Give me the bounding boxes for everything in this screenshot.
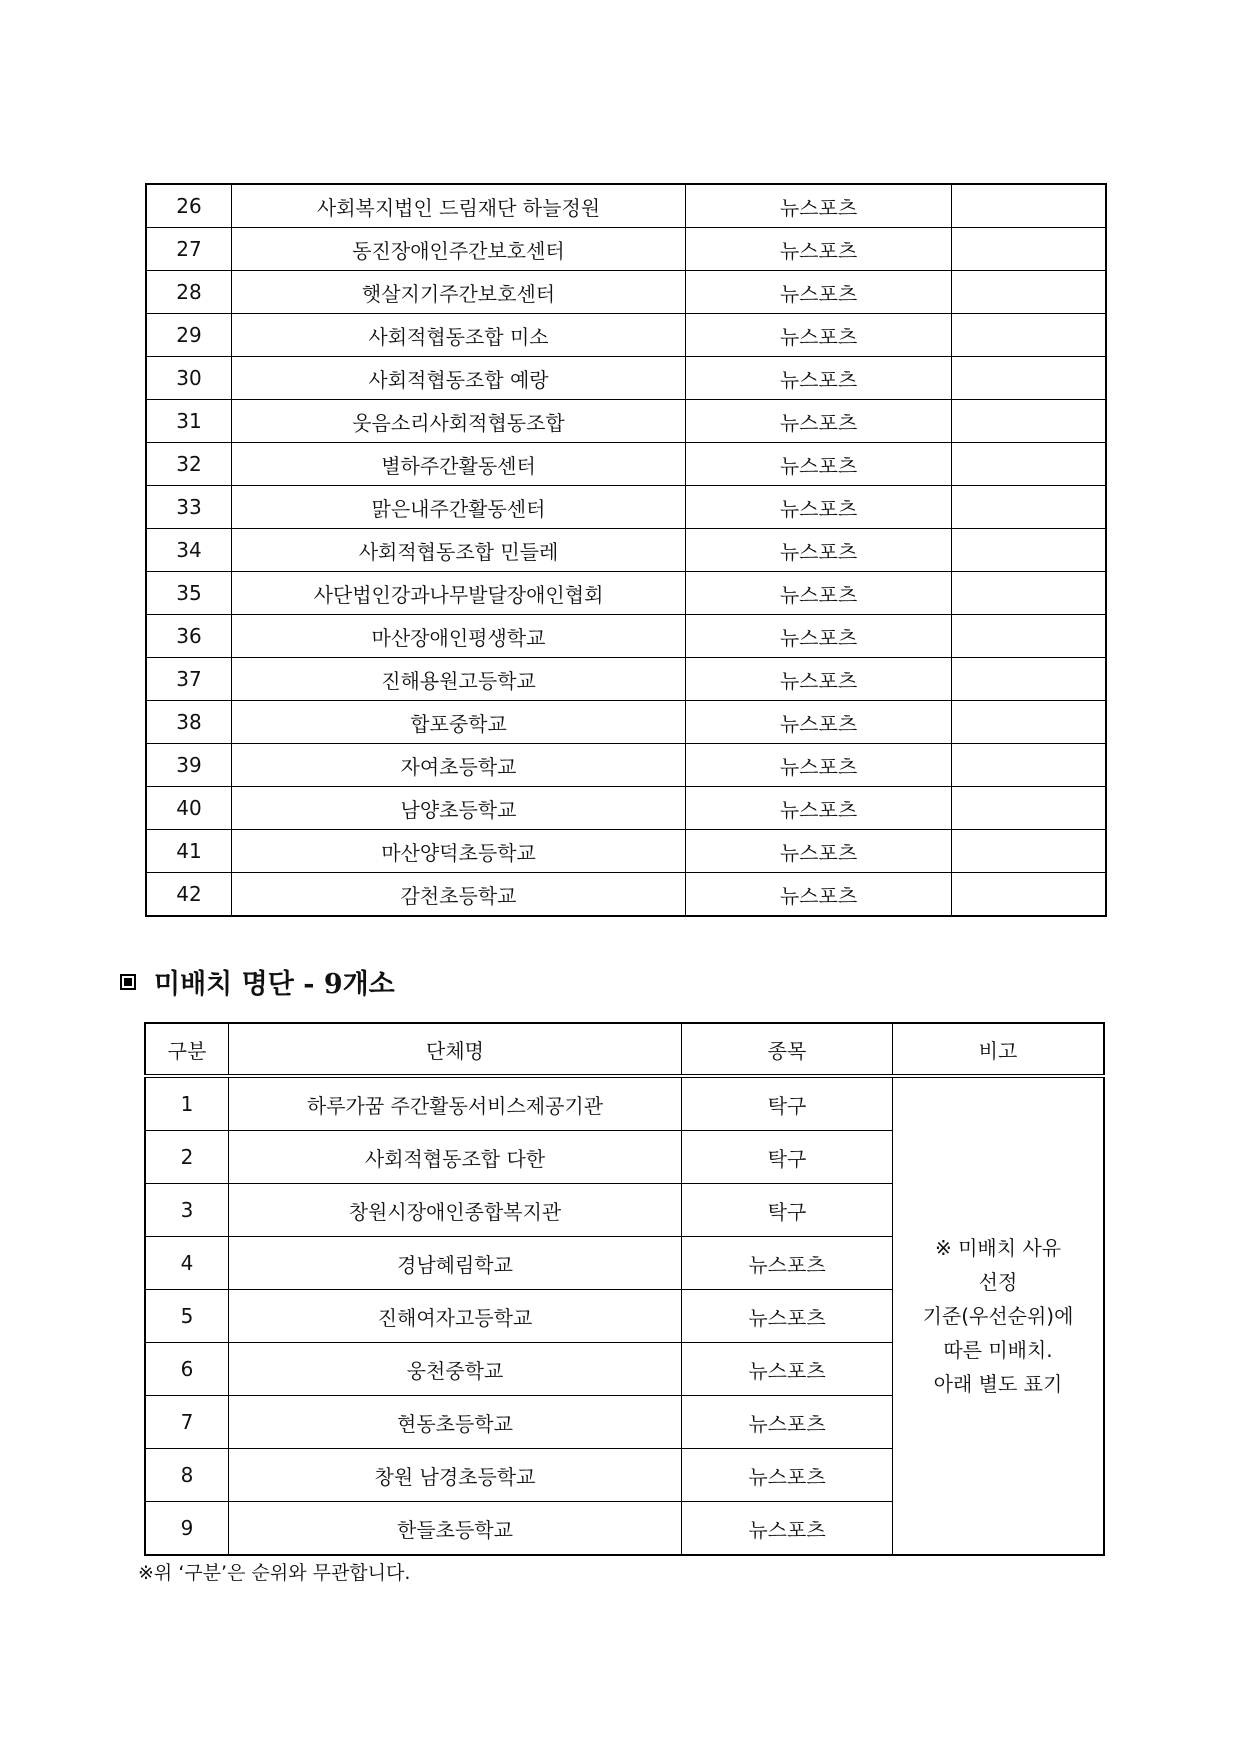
- cell-org-name: 하루가꿈 주간활동서비스제공기관: [229, 1076, 682, 1131]
- table-row: [146, 701, 1106, 744]
- cell-sport: 뉴스포츠: [686, 572, 952, 615]
- cell-org-name: 한들초등학교: [229, 1502, 682, 1556]
- cell-sport: 뉴스포츠: [686, 615, 952, 658]
- cell-no: 33: [146, 486, 232, 529]
- cell-sport: 뉴스포츠: [686, 873, 952, 917]
- cell-no: 39: [146, 744, 232, 787]
- cell-remarks: [952, 787, 1107, 830]
- cell-sport: 뉴스포츠: [682, 1237, 893, 1290]
- cell-org-name: 경남혜림학교: [229, 1237, 682, 1290]
- cell-org-name: 햇살지기주간보호센터: [232, 271, 686, 314]
- cell-remarks: [952, 443, 1107, 486]
- cell-sport: 뉴스포츠: [682, 1396, 893, 1449]
- cell-no: 28: [146, 271, 232, 314]
- cell-sport: 뉴스포츠: [682, 1502, 893, 1556]
- cell-no: 34: [146, 529, 232, 572]
- header-sport: 종목: [682, 1023, 893, 1076]
- cell-sport: 뉴스포츠: [686, 701, 952, 744]
- cell-no: 35: [146, 572, 232, 615]
- cell-no: 30: [146, 357, 232, 400]
- cell-org-name: 마산장애인평생학교: [232, 615, 686, 658]
- cell-no: 4: [145, 1237, 229, 1290]
- table-row: [146, 873, 1106, 917]
- cell-sport: 뉴스포츠: [686, 400, 952, 443]
- cell-org-name: 창원 남경초등학교: [229, 1449, 682, 1502]
- table-row: [146, 443, 1106, 486]
- cell-no: 9: [145, 1502, 229, 1556]
- cell-remarks: [952, 701, 1107, 744]
- table-row: [145, 1076, 1104, 1131]
- cell-sport: 뉴스포츠: [686, 658, 952, 701]
- cell-no: 31: [146, 400, 232, 443]
- cell-no: 3: [145, 1184, 229, 1237]
- cell-remarks: [952, 572, 1107, 615]
- cell-sport: 뉴스포츠: [686, 314, 952, 357]
- table-row: [146, 744, 1106, 787]
- placement-list-table-continued: [145, 183, 1107, 917]
- cell-remarks: [952, 400, 1107, 443]
- cell-org-name: 사회적협동조합 미소: [232, 314, 686, 357]
- cell-org-name: 진해용원고등학교: [232, 658, 686, 701]
- cell-no: 2: [145, 1131, 229, 1184]
- cell-no: 26: [146, 184, 232, 228]
- cell-no: 42: [146, 873, 232, 917]
- cell-org-name: 남양초등학교: [232, 787, 686, 830]
- cell-no: 27: [146, 228, 232, 271]
- cell-remarks: [952, 658, 1107, 701]
- cell-org-name: 감천초등학교: [232, 873, 686, 917]
- cell-sport: 뉴스포츠: [686, 486, 952, 529]
- table-row: [146, 184, 1106, 228]
- cell-org-name: 자여초등학교: [232, 744, 686, 787]
- cell-sport: 뉴스포츠: [682, 1449, 893, 1502]
- header-no: 구분: [145, 1023, 229, 1076]
- remarks-merged-cell: [893, 1076, 1105, 1555]
- cell-org-name: 별하주간활동센터: [232, 443, 686, 486]
- cell-no: 7: [145, 1396, 229, 1449]
- cell-org-name: 합포중학교: [232, 701, 686, 744]
- cell-no: 29: [146, 314, 232, 357]
- footnote: ※위 ‘구분’은 순위와 무관합니다.: [138, 1562, 411, 1584]
- cell-remarks: [952, 873, 1107, 917]
- header-remarks: 비고: [893, 1023, 1105, 1076]
- cell-no: 6: [145, 1343, 229, 1396]
- cell-sport: 뉴스포츠: [686, 228, 952, 271]
- cell-remarks: [952, 529, 1107, 572]
- black-square-in-square-icon: [120, 974, 136, 990]
- unplaced-list-table: [144, 1022, 1105, 1556]
- cell-sport: 뉴스포츠: [686, 830, 952, 873]
- cell-remarks: [952, 314, 1107, 357]
- cell-sport: 뉴스포츠: [682, 1343, 893, 1396]
- cell-org-name: 동진장애인주간보호센터: [232, 228, 686, 271]
- cell-no: 32: [146, 443, 232, 486]
- cell-sport: 탁구: [682, 1184, 893, 1237]
- table-row: [146, 400, 1106, 443]
- cell-remarks: [952, 271, 1107, 314]
- cell-org-name: 웃음소리사회적협동조합: [232, 400, 686, 443]
- cell-org-name: 사회적협동조합 다한: [229, 1131, 682, 1184]
- cell-org-name: 사단법인강과나무발달장애인협회: [232, 572, 686, 615]
- cell-no: 38: [146, 701, 232, 744]
- table-row: [146, 529, 1106, 572]
- cell-sport: 뉴스포츠: [686, 184, 952, 228]
- cell-no: 5: [145, 1290, 229, 1343]
- cell-remarks: [952, 357, 1107, 400]
- table-row: [146, 615, 1106, 658]
- cell-no: 41: [146, 830, 232, 873]
- table-header-row: [145, 1023, 1104, 1076]
- cell-no: 1: [145, 1076, 229, 1131]
- cell-org-name: 맑은내주간활동센터: [232, 486, 686, 529]
- cell-sport: 뉴스포츠: [686, 271, 952, 314]
- cell-sport: 뉴스포츠: [682, 1290, 893, 1343]
- table-row: [146, 314, 1106, 357]
- header-org-name: 단체명: [229, 1023, 682, 1076]
- table-row: [146, 271, 1106, 314]
- table-row: [146, 787, 1106, 830]
- cell-sport: 탁구: [682, 1131, 893, 1184]
- cell-remarks: [952, 184, 1107, 228]
- cell-org-name: 웅천중학교: [229, 1343, 682, 1396]
- cell-org-name: 창원시장애인종합복지관: [229, 1184, 682, 1237]
- cell-org-name: 현동초등학교: [229, 1396, 682, 1449]
- remarks-line: 아래 별도 표기: [933, 1372, 1063, 1396]
- cell-remarks: [952, 830, 1107, 873]
- remarks-line: 선정: [978, 1270, 1018, 1294]
- cell-org-name: 진해여자고등학교: [229, 1290, 682, 1343]
- cell-sport: 뉴스포츠: [686, 357, 952, 400]
- cell-sport: 탁구: [682, 1076, 893, 1131]
- remarks-line: 기준(우선순위)에: [922, 1304, 1074, 1328]
- cell-org-name: 사회적협동조합 민들레: [232, 529, 686, 572]
- cell-sport: 뉴스포츠: [686, 443, 952, 486]
- cell-sport: 뉴스포츠: [686, 787, 952, 830]
- unplaced-list-heading: [120, 962, 395, 1001]
- remarks-line: ※ 미배치 사유: [934, 1236, 1062, 1260]
- table-row: [146, 830, 1106, 873]
- section-title: 미배치 명단 - 9개소: [154, 969, 395, 1000]
- cell-no: 37: [146, 658, 232, 701]
- cell-no: 36: [146, 615, 232, 658]
- cell-no: 8: [145, 1449, 229, 1502]
- cell-remarks: [952, 744, 1107, 787]
- cell-org-name: 사회적협동조합 예랑: [232, 357, 686, 400]
- table-row: [146, 658, 1106, 701]
- table-row: [146, 572, 1106, 615]
- cell-org-name: 마산양덕초등학교: [232, 830, 686, 873]
- table-row: [146, 357, 1106, 400]
- remarks-line: 따른 미배치.: [943, 1338, 1053, 1362]
- table-row: [146, 228, 1106, 271]
- cell-remarks: [952, 228, 1107, 271]
- cell-remarks: [952, 615, 1107, 658]
- cell-remarks: [952, 486, 1107, 529]
- cell-sport: 뉴스포츠: [686, 744, 952, 787]
- cell-no: 40: [146, 787, 232, 830]
- table-row: [146, 486, 1106, 529]
- cell-org-name: 사회복지법인 드림재단 하늘정원: [232, 184, 686, 228]
- cell-sport: 뉴스포츠: [686, 529, 952, 572]
